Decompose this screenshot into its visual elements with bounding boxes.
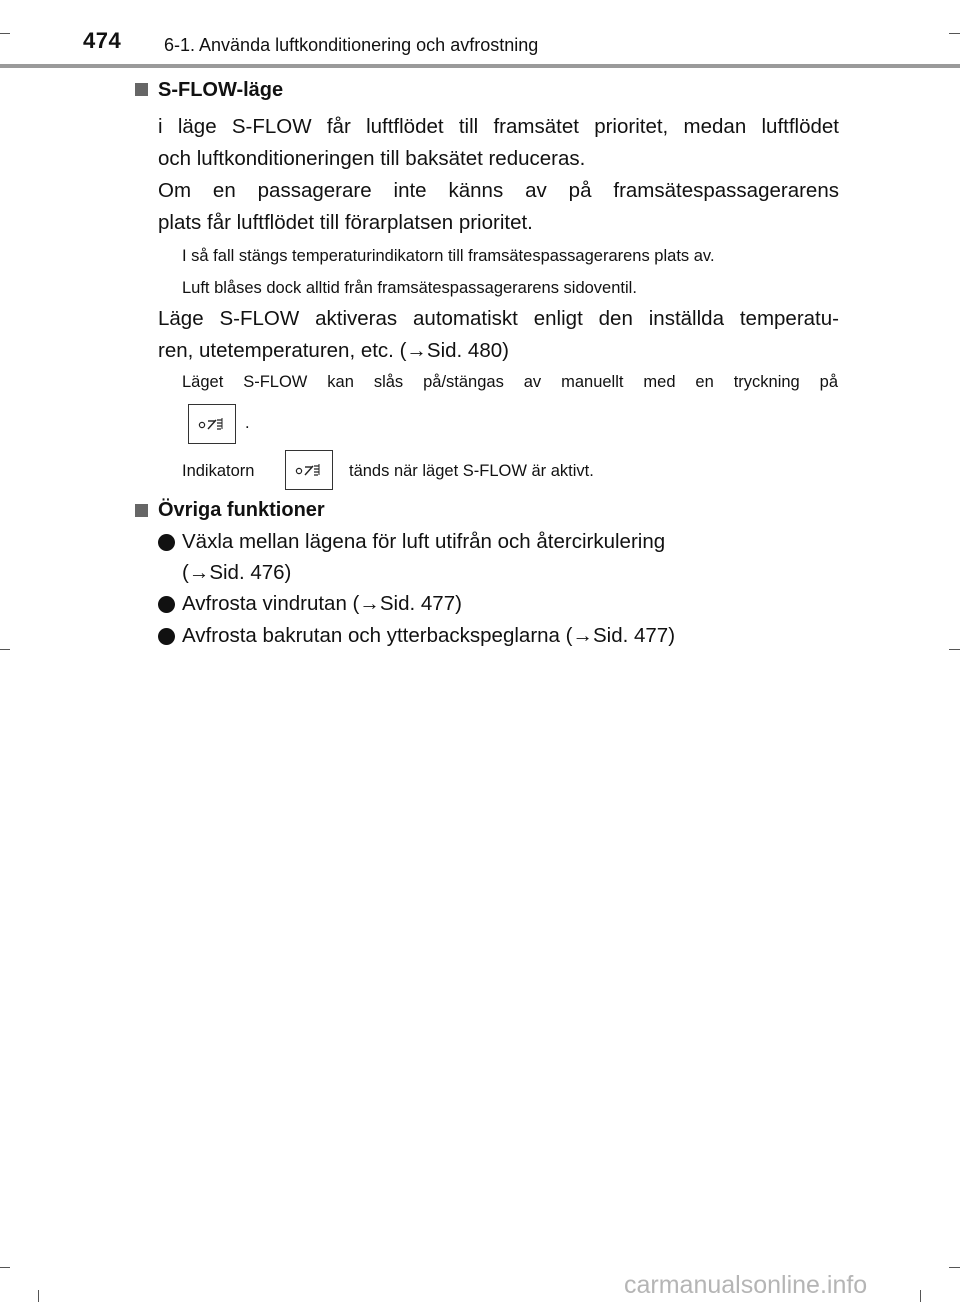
note-line: tänds när läget S-FLOW är aktivt. bbox=[349, 462, 594, 480]
bullet-icon bbox=[158, 596, 175, 613]
s-flow-button-icon bbox=[188, 404, 236, 444]
bullet-text: Avfrosta bakrutan och ytterbackspeglarna (→Sid. 477) bbox=[182, 624, 676, 647]
note-line: Luft blåses dock alltid från framsätespassagerarens sidoventil. bbox=[182, 279, 637, 297]
note-line: Indikatorn bbox=[182, 462, 255, 480]
header-rule bbox=[0, 64, 960, 68]
crop-mark bbox=[949, 1267, 960, 1268]
crop-mark bbox=[0, 1267, 10, 1268]
paragraph-line: Läge S-FLOW aktiveras automatiskt enligt den inställda temperatu- bbox=[158, 307, 839, 330]
paragraph-line: ren, utetemperaturen, etc. (→Sid. 480) bbox=[158, 339, 509, 362]
section-heading-sflow: S-FLOW-läge bbox=[158, 79, 284, 101]
bullet-text: (→Sid. 476) bbox=[182, 561, 292, 584]
paragraph-line: i läge S-FLOW får luftflödet till framsätet prioritet, medan luftflödet bbox=[158, 115, 839, 138]
note-line: Läget S-FLOW kan slås på/stängas av manuellt med en tryckning på bbox=[182, 373, 838, 391]
crop-mark bbox=[949, 649, 960, 650]
paragraph-line: Om en passagerare inte känns av på framsätespassagerarens bbox=[158, 179, 839, 202]
note-period: . bbox=[245, 414, 250, 432]
section-marker-icon bbox=[135, 83, 148, 96]
bullet-text: Avfrosta vindrutan (→Sid. 477) bbox=[182, 592, 462, 615]
note-line: I så fall stängs temperaturindikatorn till framsätespassagerarens plats av. bbox=[182, 247, 715, 265]
crop-mark bbox=[920, 1290, 921, 1302]
watermark: carmanualsonline.info bbox=[624, 1271, 868, 1299]
crop-mark bbox=[0, 33, 10, 34]
crop-mark bbox=[38, 1290, 39, 1302]
crop-mark bbox=[0, 649, 10, 650]
page-number: 474 bbox=[83, 28, 122, 53]
s-flow-indicator-icon bbox=[285, 450, 333, 490]
bullet-icon bbox=[158, 628, 175, 645]
bullet-text: Växla mellan lägena för luft utifrån och återcirkulering bbox=[182, 530, 666, 553]
paragraph-line: plats får luftflödet till förarplatsen prioritet. bbox=[158, 211, 533, 234]
crop-mark bbox=[949, 33, 960, 34]
chapter-title: 6-1. Använda luftkonditionering och avfrostning bbox=[164, 35, 539, 55]
section-marker-icon bbox=[135, 504, 148, 517]
paragraph-line: och luftkonditioneringen till baksätet reduceras. bbox=[158, 147, 586, 170]
bullet-icon bbox=[158, 534, 175, 551]
section-heading-other: Övriga funktioner bbox=[158, 499, 325, 521]
